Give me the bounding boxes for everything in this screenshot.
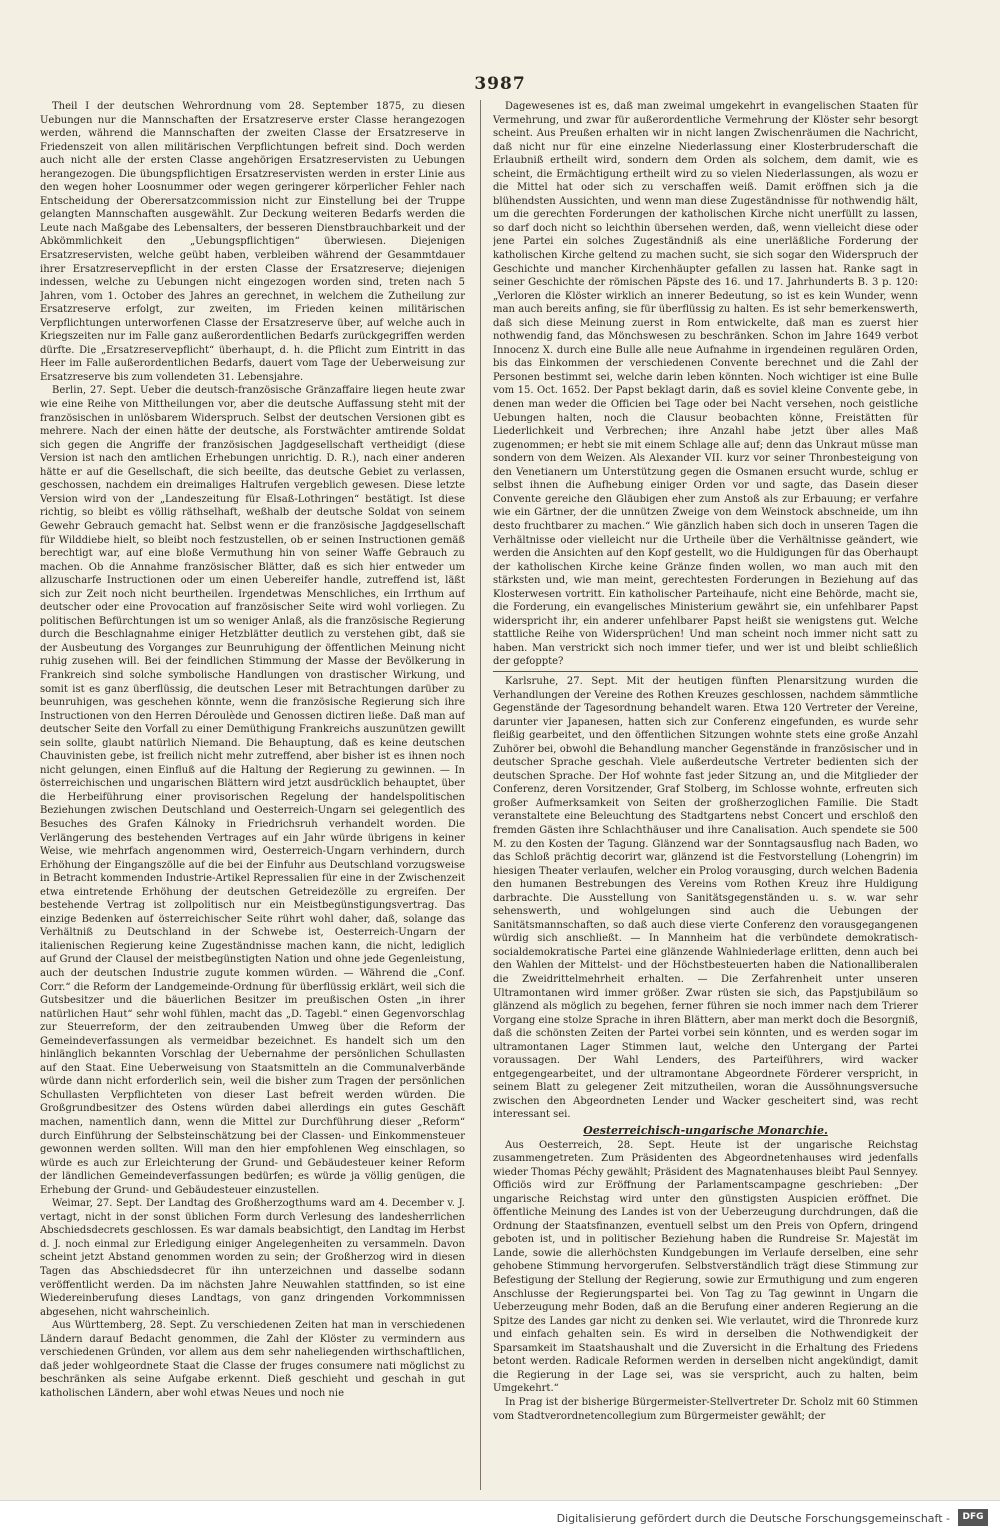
article-paragraph: Berlin, 27. Sept. Ueber die deutsch-französische Gränzaffaire liegen heute zwar wie eine Reihe von Mittheilungen vor, aber die deutsche Auffassung steht mit der französischen in unlösbarem Widerspruch. Selbst der deutschen Versionen gibt es mehrere. Nach der einen hätte der deutsche, als Forstwächter amtirende Soldat sich gegen die Angriffe der französischen Jagdgesellschaft vertheidigt (diese Version ist nach den amtlichen Erhebungen unrichtig. D. R.), nach einer anderen hätte er auf die Gesellschaft, die sich beeilte, das deutsche Gebiet zu verlassen, geschossen, nachdem ein dreimaliges Haltrufen vergeblich gewesen. Diese letzte Version wird von der „Landeszeitung für Elsaß-Lothringen“ bestätigt. Ist diese richtig, so bleibt es völlig räthselhaft, weßhalb der deutsche Soldat von seinem Gewehr Gebrauch gemacht hat. Selbst wenn er die französische Jagdgesellschaft für Wilddiebe hielt, so bleibt noch festzustellen, ob er seinen Instructionen gemäß berechtigt war, auf eine bloße Vermuthung hin von seiner Waffe Gebrauch zu machen. Ob die Annahme französischer Blätter, daß es sich hier entweder um allzuscharfe Instructionen oder um einen Uebereifer handle, zutreffend ist, läßt sich zur Zeit noch nicht beurtheilen. Irgendetwas Menschliches, ein Irrthum auf deutscher oder eine Provocation auf französischer Seite wird wohl vorliegen. Zu politischen Befürchtungen ist um so weniger Anlaß, als die französische Regierung durch die Beschlagnahme einiger Hetzblätter deutlich zu verstehen gibt, daß sie der Ausbeutung des Vorganges zur Beunruhigung der öffentlichen Meinung nicht ruhig zusehen will. Bei der feindlichen Stimmung der Masse der Bevölkerung in Frankreich sind solche symbolische Handlungen von drastischer Wirkung, und somit ist es ganz überflüssig, die deutschen Leser mit Betrachtungen darüber zu beunruhigen, was geschehen könnte, wenn die französische Regierung sich ihre Instructionen von den Herren Déroulède und Genossen dictiren ließe. Daß man auf deutscher Seite den Vorfall zu einer Demüthigung Frankreichs auszunützen gewillt sein sollte, glaubt natürlich Niemand. Die Behauptung, daß es keine deutschen Chauvinisten gebe, ist freilich nicht mehr zutreffend, aber bisher ist es ihnen noch nicht gelungen, einen Einfluß auf die Haltung der Regierung zu gewinnen. — In österreichischen und ungarischen Blättern wird jetzt ausdrücklich behauptet, über die Herbeiführung einer provisorischen Regelung der handelspolitischen Beziehungen zwischen Deutschland und Oesterreich-Ungarn sei gelegentlich des Besuches des Grafen Kálnoky in Friedrichsruh verhandelt worden. Die Verlängerung des bestehenden Vertrages auf ein Jahr würde übrigens in keiner Weise, wie mehrfach angenommen wird, Oesterreich-Ungarn verhindern, durch Erhöhung der Eingangszölle auf die bei der Einfuhr aus Deutschland vorzugsweise in Betracht kommenden Industrie-Artikel Repressalien für eine in der Zwischenzeit etwa eintretende Erhöhung der deutschen Getreidezölle zu ergreifen. Der bestehende Vertrag ist zollpolitisch nur ein Meistbegünstigungsvertrag. Das einzige Bedenken auf österreichischer Seite rührt wohl daher, daß, solange das Verhältniß zu Deutschland in der Schwebe ist, Oesterreich-Ungarn der italienischen Regierung keine Zugeständnisse machen kann, die nicht, lediglich auf Grund der Clausel der meistbegünstigten Nation und ohne jede Gegenleistung, auch der deutschen Industrie zugute kommen würden. — Während die „Conf. Corr.“ die Reform der Landgemeinde-Ordnung für überflüssig erklärt, weil sich die Gutsbesitzer und die bäuerlichen Besitzer im preußischen Osten „in ihrer natürlichen Haut“ sehr wohl fühlen, macht das „D. Tagebl.“ einen Gegenvorschlag zur Steuerreform, der den zeitraubenden Umweg über die Reform der Gemeindeverfassungen als vermeidbar bezeichnet. Es handelt sich um den hinlänglich bekannten Vorschlag der Uebernahme der persönlichen Schullasten auf den Staat. Eine Ueberweisung von Staatsmitteln an die Communalverbände würde dann nicht erforderlich sein, weil die bisher zum Tragen der persönlichen Schullasten Verpflichteten von dieser Last befreit werden würden. Die Großgrundbesitzer des Ostens würden dabei allerdings ein gutes Geschäft machen, namentlich dann, wenn die Mittel zur Durchführung dieser „Reform“ durch Einführung der Selbsteinschätzung bei der Classen- und Einkommensteuer gewonnen werden sollten. Will man den hier empfohlenen Weg einschlagen, so würde es auch zur Erleichterung der Grund- und Gebäudesteuer keiner Reform der ländlichen Gemeindeverfassungen bedürfen; es würde ja völlig genügen, die Erhebung der Grund- und Gebäudesteuer einzustellen. [40,385,465,1196]
column-divider [480,100,481,1490]
article-paragraph: Weimar, 27. Sept. Der Landtag des Großherzogthums ward am 4. December v. J. vertagt, nicht in der sonst üblichen Form durch Verlesung des landesherrlichen Abschiedsdecrets geschlossen. Es war damals beabsichtigt, den Landtag im Herbst d. J. noch einmal zur Erledigung einiger Angelegenheiten zu versammeln. Davon scheint jetzt Abstand genommen worden zu sein; der Großherzog wird in diesen Tagen das Abschiedsdecret für ihn unterzeichnen und dasselbe sodann veröffentlicht werden. Da im nächsten Jahre Neuwahlen stattfinden, so ist eine Wiedereinberufung dieses Landtags, von ganz dringenden Vorkommnissen abgesehen, nicht wahrscheinlich. [40,1198,465,1318]
article-paragraph: In Prag ist der bisherige Bürgermeister-Stellvertreter Dr. Scholz mit 60 Stimmen vom Stadtverordnetencollegium zum Bürgermeister gewählt; der [493,1396,918,1422]
article-paragraph: Dagewesenes ist es, daß man zweimal umgekehrt in evangelischen Staaten für Vermehrung, und zwar für außerordentliche Vermehrung der Klöster sehr besorgt scheint. Aus Preußen erhalten wir in nicht langen Zwischenräumen die Nachricht, daß nicht nur für eine einzelne Niederlassung einer Klosterbruderschaft die Erlaubniß ertheilt wird, sondern dem Orden als solchem, dem damit, wie es scheint, die Ermächtigung ertheilt wird zu so vielen Niederlassungen, als wozu er die Mittel hat oder sich zu verschaffen weiß. Damit eröffnen sich ja die blühendsten Aussichten, und wenn man diese Zugeständnisse für nothwendig hält, um die gerechten Forderungen der katholischen Kirche nicht unerfüllt zu lassen, so darf doch nicht so leichthin übersehen werden, daß, wenn vielleicht diese oder jene Partei ein solches Zugeständniß als eine unerläßliche Forderung der katholischen Kirche geltend zu machen sucht, sie sich sogar den Widerspruch der Geschichte und mancher Kirchenhäupter gefallen zu lassen hat. Ranke sagt in seiner Geschichte der römischen Päpste des 16. und 17. Jahrhunderts B. 3 p. 120: „Verloren die Klöster wirklich an innerer Bedeutung, so ist es kein Wunder, wenn man auch bereits anfing, sie für überflüssig zu halten. Es ist sehr bemerkenswerth, daß sich diese Meinung zuerst in Rom entwickelte, daß man es zuerst hier nothwendig fand, das Mönchswesen zu beschränken. Schon im Jahre 1649 verbot Innocenz X. durch eine Bulle alle neue Aufnahme in irgendeinen regulären Orden, bis das Einkommen der verschiedenen Convente berechnet und die Zahl der Personen bestimmt sei, welche darin leben könnten. Noch wichtiger ist eine Bulle vom 15. Oct. 1652. Der Papst beklagt darin, daß es soviel kleine Convente gebe, in denen man weder die Officien bei Tage oder bei Nacht versehen, noch geistliche Uebungen halten, noch die Clausur beobachten könne, Freistätten für Liederlichkeit und Verbrechen; ihre Anzahl habe jetzt über alles Maß zugenommen; er hebt sie mit einem Schlage alle auf; denn das Unkraut müsse man sondern von dem Weizen. Als Alexander VII. kurz vor seiner Thronbesteigung von den Venetianern um Unterstützung gegen die Osmanen ersucht wurde, schlug er selbst ihnen die Aufhebung einiger Orden vor und sagte, das Dasein dieser Convente gereiche den Gläubigen eher zum Anstoß als zur Erbauung; er verfahre wie ein Gärtner, der die unnützen Zweige von dem Weinstock abschneide, um ihn desto fruchtbarer zu machen.“ Wie gänzlich haben sich doch in unseren Tagen die Verhältnisse oder vielleicht nur die Urtheile über die Verhältnisse geändert, wie werden die Ansichten auf den Kopf gestellt, wo die Huldigungen für das Oberhaupt der katholischen Kirche keine Gränze finden wollen, wo man auch mit den stärksten und, wie man meint, gerechtesten Forderungen in Beziehung auf das Klosterwesen vortritt. Ein katholischer Parteihaufe, nicht eine Behörde, macht sie, die Forderung, ein evangelisches Ministerium gewährt sie, ein unfehlbarer Papst widerspricht ihr, ein anderer unfehlbarer Papst heißt sie wenigstens gut. Welche stattliche Reihe von Widersprüchen! Und man scheint noch immer nicht satt zu haben. Man verstrickt sich noch immer tiefer, und wer ist und bleibt schließlich der gefoppte? [493,101,918,668]
article-paragraph: Karlsruhe, 27. Sept. Mit der heutigen fünften Plenarsitzung wurden die Verhandlungen der Vereine des Rothen Kreuzes geschlossen, nachdem sämmtliche Gegenstände der Tagesordnung behandelt waren. Etwa 120 Vertreter der Vereine, darunter vier Japanesen, hatten sich zur Conferenz eingefunden, es wurde sehr fleißig gearbeitet, und den öffentlichen Sitzungen wohnte stets eine große Anzahl Zuhörer bei, obwohl die Behandlung mancher Gegenstände in französischer und in deutscher Sprache geschah. Viele außerdeutsche Vertreter bedienten sich der deutschen Sprache. Der Hof wohnte fast jeder Sitzung an, und die Mitglieder der Conferenz, deren Vorsitzender, Graf Stolberg, im Schlosse wohnte, erfreuten sich großer Aufmerksamkeit von Seiten der großherzoglichen Familie. Die Stadt veranstaltete eine Beleuchtung des Stadtgartens nebst Concert und erschloß den fremden Gästen ihre Schlachthäuser und ihre Canalisation. Auch spendete sie 500 M. zu den Kosten der Tagung. Glänzend war der Sonntagsausflug nach Baden, wo das Schloß prächtig decorirt war, glänzend ist die Festvorstellung (Lohengrin) im hiesigen Theater verlaufen, welcher ein Prolog vorausging, durch welchen Badenia den humanen Bestrebungen des Vereins vom Rothen Kreuz ihre Huldigung darbrachte. Die Ausstellung von Sanitätsgegenständen u. s. w. war sehr sehenswerth, und wohlgelungen sind auch die Uebungen der Sanitätsmannschaften, so daß auch diese vierte Conferenz den vorausgegangenen würdig sich anschließt. — In Mannheim hat die verbündete demokratisch-socialdemokratische Partei eine glänzende Wahlniederlage erlitten, denn auch bei den Wahlen der Mittelst- und der Höchstbesteuerten haben die Nationalliberalen die Zweidrittelmehrheit erhalten. — Die Zerfahrenheit unter unseren Ultramontanen wird immer größer. Zwar rüsten sie sich, das Papstjubiläum so glänzend als möglich zu begehen, ferner führen sie noch immer nach dem Trierer Vorgang eine stolze Sprache in ihren Blättern, aber man merkt doch die Besorgniß, daß die schönsten Zeiten der Partei vorbei sein könnten, und es werden sogar im ultramontanen Lager Stimmen laut, welche den Untergang der Partei voraussagen. Der Wahl Lenders, des Parteiführers, wird wacker entgegengearbeitet, und der ultramontane Abgeordnete Förderer verspricht, in seinem Blatt zu gelegener Zeit mitzutheilen, woran die Aussöhnungsversuche zwischen den Abgeordneten Lender und Wacker gescheitert sind, was recht interessant sei. [493,675,918,1121]
section-heading: Oesterreichisch-ungarische Monarchie. [583,1124,828,1138]
footer-text: Digitalisierung gefördert durch die Deutsche Forschungsgemeinschaft - [556,1512,950,1525]
dfg-logo: DFG [958,1509,988,1526]
footer-bar [0,1500,1000,1536]
article-paragraph: Aus Württemberg, 28. Sept. Zu verschiedenen Zeiten hat man in verschiedenen Ländern darauf Bedacht genommen, die Zahl der Klöster zu vermindern aus verschiedenen Gründen, vor allem aus dem sehr naheliegenden wirthschaftlichen, daß jeder wohlgeordnete Staat die Classe der fruges consumere nati möglichst zu beschränken als seine Aufgabe erkennt. Dieß geschieht und geschah in gut katholischen Ländern, aber wohl etwas Neues und noch nie [40,1320,465,1399]
right-column [493,100,918,1500]
article-separator [493,671,918,672]
page-number: 3987 [474,74,526,94]
left-column [40,100,465,1495]
article-paragraph: Theil I der deutschen Wehrordnung vom 28. September 1875, zu diesen Uebungen nur die Mannschaften der Ersatzreserve erster Classe herangezogen werden, während die Mannschaften der zweiten Classe der Ersatzreserve in Friedenszeit von allen militärischen Verpflichtungen befreit sind. Doch werden auch nicht alle der ersten Classe angehörigen Ersatzreservisten zu Uebungen herangezogen. Die übungspflichtigen Ersatzreservisten werden in erster Linie aus den wegen hoher Loosnummer oder wegen geringerer körperlicher Fehler nach Entscheidung der Oberersatzcommission nicht zur Einstellung bei der Truppe gelangten Mannschaften ausgewählt. Zur Deckung weiteren Bedarfs werden die Leute nach Maßgabe des Lebensalters, der besseren Dienstbrauchbarkeit und der Abkömmlichkeit den „Uebungspflichtigen“ überwiesen. Diejenigen Ersatzreservisten, welche geübt haben, verbleiben während der Gesammtdauer ihrer Ersatzreservepflicht in der ersten Classe der Ersatzreserve; diejenigen indessen, welche zu Uebungen nicht eingezogen worden sind, treten nach 5 Jahren, vom 1. October des Jahres an gerechnet, in welchem die Zutheilung zur Ersatzreserve erfolgt, zur zweiten, im Frieden keinen militärischen Verpflichtungen unterworfenen Classe der Ersatzreserve über, auf welche auch in Kriegszeiten nur im Falle ganz außerordentlichen Bedarfs zurückgegriffen werden dürfte. Die „Ersatzreservepflicht“ überhaupt, d. h. die Pflicht zum Eintritt in das Heer im Falle außerordentlichen Bedarfs, dauert vom Tage der Ueberweisung zur Ersatzreserve bis zum vollendeten 31. Lebensjahre. [40,101,465,383]
article-paragraph: Aus Oesterreich, 28. Sept. Heute ist der ungarische Reichstag zusammengetreten. Zum Präsidenten des Abgeordnetenhauses wird jedenfalls wieder Thomas Péchy gewählt; Präsident des Magnatenhauses bleibt Paul Sennyey. Officiös wird zur Eröffnung der Parlamentscampagne geschrieben: „Der ungarische Reichstag wird unter den günstigsten Auspicien eröffnet. Die öffentliche Meinung des Landes ist von der Ueberzeugung durchdrungen, daß die Ordnung der Staatsfinanzen, eventuell selbst um den Preis von Opfern, dringend geboten ist, und in politischer Beziehung haben die Rundreise Sr. Majestät im Lande, sowie die allerhöchsten Kundgebungen im Verlaufe derselben, eine sehr gehobene Stimmung hervorgerufen. Selbstverständlich trägt diese Stimmung zur Befestigung der Stellung der Regierung, sowie zur Ermuthigung und zum engeren Anschlusse der Regierungspartei bei. Von Tag zu Tag gewinnt in Ungarn die Ueberzeugung mehr Boden, daß an die Berufung einer anderen Regierung an die Spitze des Landes gar nicht zu denken sei. Wie verlautet, wird die Thronrede kurz und einfach gehalten sein. Es wird in derselben die Nothwendigkeit der Sparsamkeit im Staatshaushalt und die Zuversicht in die Erhaltung des Friedens betont werden. Radicale Reformen werden in derselben nicht angekündigt, damit die Regierung in der Lage sei, was sie verspricht, auch zu halten, beim Umgekehrt.“ [493,1139,918,1395]
